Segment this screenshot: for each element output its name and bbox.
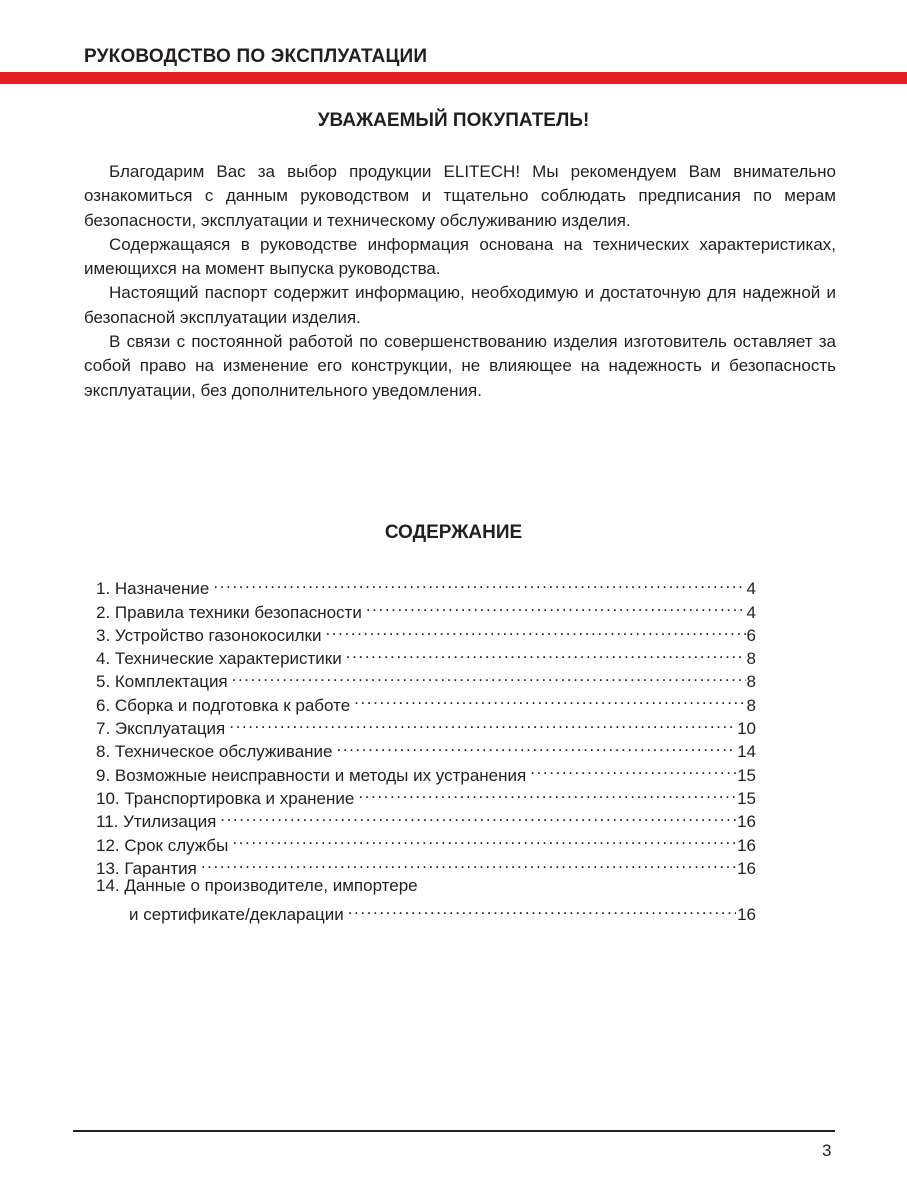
toc-entry-label: 5. Комплектация	[96, 672, 228, 692]
toc-entry-label: и сертификате/декларации	[129, 905, 344, 925]
toc-leader-dots	[366, 594, 746, 617]
toc-leader-dots	[213, 571, 745, 594]
toc-entry-page: 16	[737, 835, 756, 855]
footer-rule	[73, 1130, 835, 1132]
toc-leader-dots	[201, 851, 736, 874]
greeting-title: УВАЖАЕМЫЙ ПОКУПАТЕЛЬ!	[317, 110, 590, 131]
toc-entry-label: 10. Транспортировка и хранение	[96, 788, 355, 808]
table-of-contents	[96, 571, 756, 925]
toc-entry-label: 6. Сборка и подготовка к работе	[96, 695, 351, 715]
toc-leader-dots	[530, 757, 736, 780]
toc-entry-page: 16	[737, 858, 756, 878]
toc-leader-dots	[354, 687, 745, 710]
toc-leader-dots	[232, 664, 746, 687]
toc-entry-label: 8. Техническое обслуживание	[96, 742, 333, 762]
toc-entry-line1[interactable]: 14. Данные о производителе, импортере	[96, 875, 418, 895]
toc-entry-page: 6	[746, 625, 756, 645]
toc-entry-page: 8	[746, 649, 756, 669]
header-red-bar	[0, 72, 907, 84]
intro-paragraph: В связи с постоянной работой по совершенствованию изделия изготовитель оставляет за собой право на изменение его конструкции, не влияющее на надежность и безопасность эксплуатации, без дополнительного уведомления.	[84, 332, 836, 400]
toc-entry-page: 14	[737, 742, 756, 762]
toc-entry-label: 2. Правила техники безопасности	[96, 602, 362, 622]
toc-entry-page: 16	[737, 812, 756, 832]
toc-entry-page: 15	[737, 765, 756, 785]
toc-entry[interactable]	[96, 897, 756, 925]
toc-entry-label: 12. Срок службы	[96, 835, 229, 855]
toc-leader-dots	[325, 618, 745, 641]
page-number: 3	[822, 1141, 832, 1160]
toc-entry-page: 4	[746, 602, 756, 622]
toc-leader-dots	[336, 734, 736, 757]
intro-paragraph: Благодарим Вас за выбор продукции ELITECH! Мы рекомендуем Вам внимательно ознакомиться с данным руководством и тщательно соблюдать предписания по мерам безопасности, эксплуатации и техническому обслуживанию изделия.	[84, 162, 836, 230]
toc-entry-label: 3. Устройство газонокосилки	[96, 625, 322, 645]
toc-leader-dots	[220, 804, 736, 827]
toc-leader-dots	[232, 827, 736, 850]
toc-leader-dots	[229, 711, 736, 734]
toc-entry-label: 4. Технические характеристики	[96, 649, 342, 669]
toc-entry-page: 10	[737, 719, 756, 739]
toc-entry[interactable]	[96, 571, 756, 599]
toc-entry-page: 4	[746, 579, 756, 599]
intro-text	[84, 160, 836, 403]
toc-entry-label: 11. Утилизация	[96, 812, 217, 832]
toc-entry-label: 9. Возможные неисправности и методы их устранения	[96, 765, 527, 785]
toc-leader-dots	[346, 641, 746, 664]
toc-entry-page: 8	[746, 695, 756, 715]
toc-entry-label: 1. Назначение	[96, 579, 210, 599]
intro-paragraph: Настоящий паспорт содержит информацию, необходимую и достаточную для надежной и безопасной эксплуатации изделия.	[84, 283, 836, 327]
intro-paragraph: Содержащаяся в руководстве информация основана на технических характеристиках, имеющихся на момент выпуска руководства.	[84, 234, 836, 279]
running-header-title: РУКОВОДСТВО ПО ЭКСПЛУАТАЦИИ	[84, 46, 428, 67]
toc-leader-dots	[348, 897, 736, 920]
toc-entry-page: 8	[746, 672, 756, 692]
toc-title: СОДЕРЖАНИЕ	[384, 522, 523, 543]
toc-entry-page: 15	[737, 788, 756, 808]
toc-entry-label: 13. Гарантия	[96, 858, 197, 878]
toc-entry-page: 16	[737, 905, 756, 925]
toc-entry-label: 7. Эксплуатация	[96, 719, 226, 739]
toc-leader-dots	[358, 781, 736, 804]
